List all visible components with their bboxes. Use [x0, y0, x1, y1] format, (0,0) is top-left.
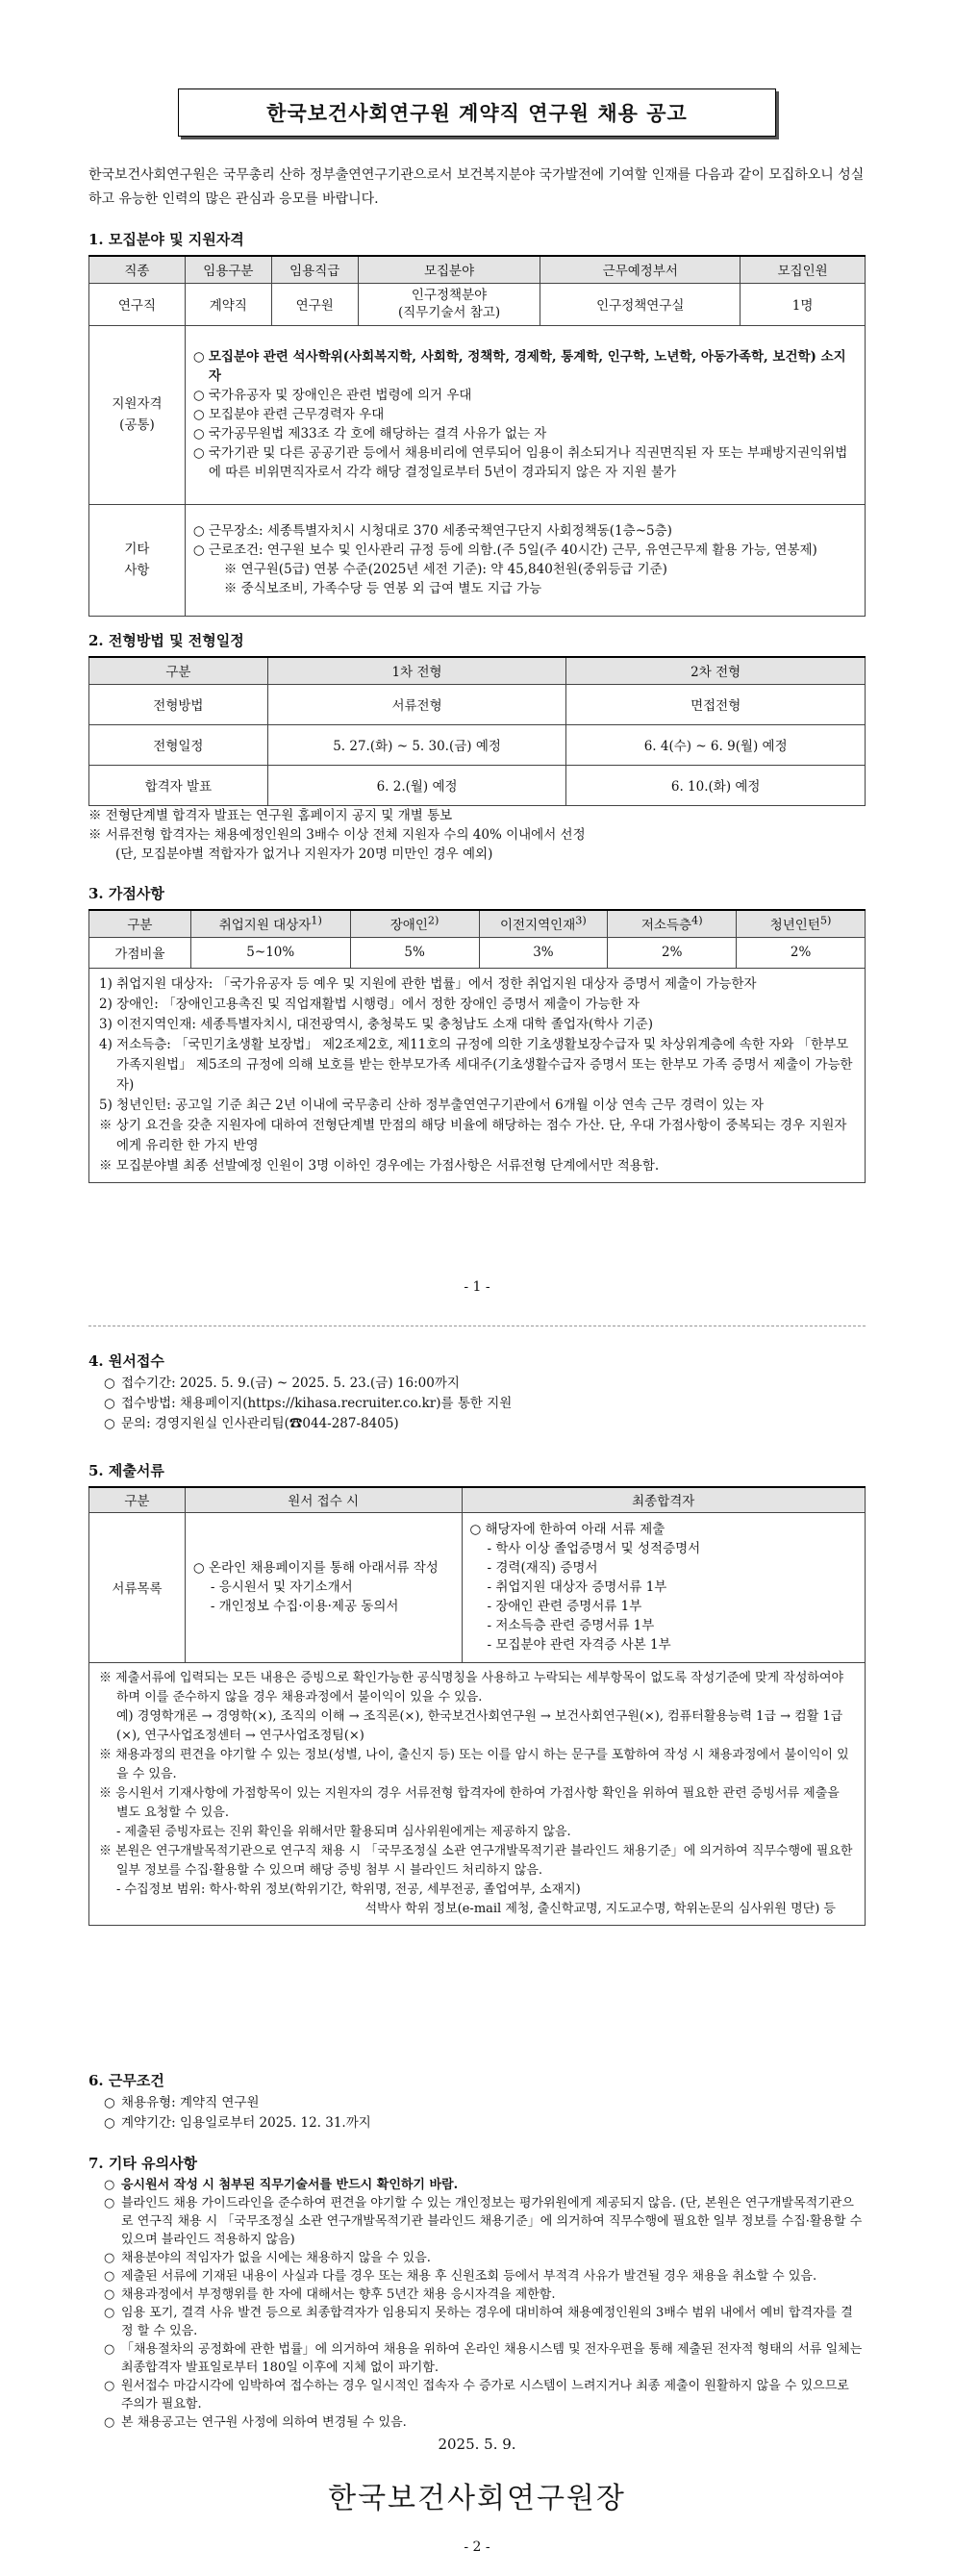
row-method-label: 전형방법 [89, 684, 268, 724]
apply-doc-item: ○ 온라인 채용페이지를 통해 아래서류 작성 [192, 1560, 439, 1576]
bonus-note: ※ 모집분야별 최종 선발예정 인원이 3명 이하인 경우에는 가점사항은 서류전형 단계에서만 적용함. [99, 1157, 660, 1174]
header-division: 구분 [89, 657, 268, 684]
final-doc-item: - 장애인 관련 증명서류 1부 [487, 1599, 642, 1614]
qualification-item: ○ 모집분야 관련 석사학위(사회복지학, 사회학, 정책학, 경제학, 통계학, 인구학, 노년학, 아동가족학, 보건학) 소지자 [192, 349, 846, 384]
section-6-heading: 6. 근무조건 [88, 2072, 164, 2089]
cell-field-note: (직무기술서 참고) [397, 305, 501, 320]
final-doc-item: ○ 해당자에 한하여 아래 서류 제출 [469, 1522, 665, 1537]
bonus-note: 2) 장애인: 「장애인고용촉진 및 직업재활법 시행령」에서 정한 장애인 증명서 제출이 가능한 자 [99, 996, 640, 1012]
cell-bonus-employment: 5~10% [190, 937, 350, 968]
etc-note: ※ 중식보조비, 가족수당 등 연봉 외 급여 별도 지급 가능 [223, 581, 542, 596]
cell-bonus-relocation: 3% [479, 937, 608, 968]
cell-bonus-disabled: 5% [350, 937, 479, 968]
row-schedule-label: 전형일정 [89, 724, 268, 765]
contract-period: ○ 계약기간: 임용일로부터 2025. 12. 31.까지 [104, 2115, 371, 2131]
doc-note: ※ 채용과정의 편견을 야기할 수 있는 정보(성별, 나이, 출신지 등) 또는 이를 암시 하는 문구를 포함하여 작성 시 채용과정에서 불이익이 있을 수 있음. [99, 1747, 849, 1781]
cell-employment-type: 계약직 [185, 283, 271, 325]
header-employment-type: 임용구분 [185, 256, 271, 283]
header-division: 구분 [89, 1487, 186, 1512]
cell-job-type: 연구직 [89, 283, 186, 325]
qualification-label [89, 325, 186, 504]
header-job-type: 직종 [89, 256, 186, 283]
note: ※ 전형단계별 합격자 발표는 연구원 홈페이지 공지 및 개별 통보 [88, 808, 453, 823]
etc-item: ○ 근로조건: 연구원 보수 및 인사관리 규정 등에 의함.(주 5일(주 40시간) 근무, 유연근무제 활용 가능, 연봉제) [192, 543, 817, 558]
final-doc-item: - 학사 이상 졸업증명서 및 성적증명서 [487, 1541, 701, 1556]
page-title: 한국보건사회연구원 계약직 연구원 채용 공고 [178, 88, 776, 137]
qualification-item: ○ 국가공무원법 제33조 각 호에 해당하는 결격 사유가 없는 자 [192, 426, 547, 442]
recruitment-table [88, 255, 866, 617]
doc-note: - 수집정보 범위: 학사·학위 정보(학위기간, 학위명, 전공, 세부전공, 졸업여부, 소재지) [116, 1881, 581, 1897]
apply-method: ○ 접수방법: 채용페이지(https://kihasa.recruiter.co.kr)를 통한 지원 [104, 1396, 513, 1411]
apply-contact: ○ 문의: 경영지원실 인사관리팀(☎044-287-8405) [104, 1416, 399, 1431]
cell-department: 인구정책연구실 [540, 283, 741, 325]
documents-notes [89, 1662, 866, 1925]
caution-item: ○ 「채용절차의 공정화에 관한 법률」에 의거하여 채용을 위하여 온라인 채용시스템 및 전자우편을 통해 제출된 전자적 형태의 서류 일체는 최종합격자 발표일로부터 180일 이후에 지체 없이 파기함. [104, 2342, 863, 2375]
header-disabled: 장애인$^{2)}$ [350, 910, 479, 937]
section-7-list [104, 2176, 864, 2432]
header-division: 구분 [89, 910, 191, 937]
caution-item: ○ 본 채용공고는 연구원 사정에 의하여 변경될 수 있음. [104, 2415, 407, 2430]
header-final-docs: 최종합격자 [462, 1487, 865, 1512]
section-2-heading: 2. 전형방법 및 전형일정 [88, 632, 244, 649]
etc-note: ※ 연구원(5급) 연봉 수준(2025년 세전 기준): 약 45,840천원(중위등급 기준) [223, 562, 667, 577]
etc-list [185, 504, 865, 616]
doc-note: - 제출된 증빙자료는 진위 확인을 위해서만 활용되며 심사위원에게는 제공하지 않음. [116, 1824, 571, 1839]
section-1-heading: 1. 모집분야 및 지원자격 [88, 231, 244, 248]
cell-rank: 연구원 [271, 283, 358, 325]
doc-note: 석박사 학위 정보(e-mail 제청, 출신학교명, 지도교수명, 학위논문의 심사위원 명단) 등 [364, 1901, 836, 1916]
work-type: ○ 채용유형: 계약직 연구원 [104, 2095, 260, 2110]
header-employment-support: 취업지원 대상자$^{1)}$ [190, 910, 350, 937]
cell-field-name: 인구정책분야 [411, 288, 488, 303]
bonus-table [88, 909, 866, 1183]
section-7-heading: 7. 기타 유의사항 [88, 2155, 198, 2172]
header-apply-docs: 원서 접수 시 [185, 1487, 462, 1512]
final-doc-item: - 저소득층 관련 증명서류 1부 [487, 1618, 655, 1633]
section-4-heading: 4. 원서접수 [88, 1352, 164, 1370]
header-field: 모집분야 [358, 256, 540, 283]
announcement-date: 2025. 5. 9. [438, 2436, 516, 2453]
bonus-note: 1) 취업지원 대상자: 「국가유공자 등 예우 및 지원에 관한 법률」에서 정한 취업지원 대상자 증명서 제출이 가능한자 [99, 975, 757, 992]
bonus-note: 3) 이전지역인재: 세종특별자치시, 대전광역시, 충청북도 및 충청남도 소재 대학 졸업자(학사 기준) [99, 1016, 653, 1032]
header-stage-2: 2차 전형 [566, 657, 866, 684]
qualification-list [185, 325, 865, 504]
qualification-item: ○ 국가유공자 및 장애인은 관련 법령에 의거 우대 [192, 388, 472, 403]
issuer-signature: 한국보건사회연구원장 [328, 2482, 626, 2515]
bonus-note: 4) 저소득층: 「국민기초생활 보장법」 제2조제2호, 제11호의 규정에 의한 기초생활보장수급자 및 차상위계층에 속한 자와 「한부모가족지원법」 제5조의 규정에 의해 보호를 받는 한부모가족 세대주(기초생활수급자 증명서 또는 한부모 가족 증명서 제출이 가능한 자) [99, 1036, 853, 1093]
qualification-label-line-2: (공통) [119, 417, 155, 433]
caution-item: ○ 임용 포기, 결격 사유 발견 등으로 최종합격자가 임용되지 못하는 경우에 대비하여 채용예정인원의 3배수 범위 내에서 예비 합격자를 결정 할 수 있음. [104, 2306, 853, 2338]
doc-note: ※ 본원은 연구개발목적기관으로 연구직 채용 시 「국무조정실 소관 연구개발목적기관 블라인드 채용기준」에 의거하여 직무수행에 필요한 일부 정보를 수집·활용할 수 있으며 해당 증빙 첨부 시 블라인드 처리하지 않음. [99, 1843, 853, 1878]
cell-apply-docs [185, 1512, 462, 1662]
header-youth-intern: 청년인턴$^{5)}$ [737, 910, 866, 937]
cell-bonus-label: 가점비율 [89, 937, 191, 968]
header-rank: 임용직급 [271, 256, 358, 283]
section-5-heading: 5. 제출서류 [88, 1462, 164, 1479]
section-3-heading: 3. 가점사항 [88, 885, 164, 902]
apply-doc-item: - 응시원서 및 자기소개서 [210, 1579, 353, 1595]
doc-note: ※ 제출서류에 입력되는 모든 내용은 증빙으로 확인가능한 공식명칭을 사용하고 누락되는 세부항목이 없도록 작성기준에 맞게 작성하여야 하며 이를 준수하지 않을 경우 채용과정에서 불이익이 있을 수 있음. [99, 1670, 844, 1705]
row-schedule-stage-1: 5. 27.(화) ~ 5. 30.(금) 예정 [267, 724, 566, 765]
page-number-1: - 1 - [464, 1279, 490, 1295]
apply-doc-item: - 개인정보 수집·이용·제공 동의서 [210, 1599, 399, 1614]
header-headcount: 모집인원 [741, 256, 866, 283]
caution-item: ○ 채용분야의 적임자가 없을 시에는 채용하지 않을 수 있음. [104, 2251, 431, 2265]
row-announce-label: 합격자 발표 [89, 765, 268, 805]
page-number-2: - 2 - [464, 2539, 490, 2555]
header-department: 근무예정부서 [540, 256, 741, 283]
caution-item: ○ 응시원서 작성 시 첨부된 직무기술서를 반드시 확인하기 바람. [104, 2178, 459, 2192]
caution-item: ○ 블라인드 채용 가이드라인을 준수하여 편견을 야기할 수 있는 개인정보는 평가위원에게 제공되지 않음. (단, 본원은 연구개발목적기관으로 연구직 채용 시 「국무조정실 소관 연구개발목적기관 블라인드 채용기준」에 의거하여 직무수행에 필요한 일부 정보를 수집·활용할 수 있으며 블라인드 적용하지 않음) [104, 2196, 863, 2247]
documents-table [88, 1486, 866, 1926]
caution-item: ○ 원서접수 마감시각에 임박하여 접수하는 경우 일시적인 접속자 수 증가로 시스템이 느려지거나 최종 제출이 원활하지 않을 수 있으므로 주의가 필요함. [104, 2379, 849, 2412]
note: ※ 서류전형 합격자는 채용예정인원의 3배수 이상 전체 지원자 수의 40% 이내에서 선정 [88, 827, 586, 843]
section-2-notes [88, 806, 866, 864]
qualification-label-line-1: 지원자격 [112, 396, 163, 412]
caution-item: ○ 제출된 서류에 기재된 내용이 사실과 다를 경우 또는 채용 후 신원조회 등에서 부적격 사유가 발견될 경우 채용을 취소할 수 있음. [104, 2269, 817, 2284]
header-stage-1: 1차 전형 [267, 657, 566, 684]
bonus-note: 5) 청년인턴: 공고일 기준 최근 2년 이내에 국무총리 산하 정부출연연구기관에서 6개월 이상 연속 근무 경력이 있는 자 [99, 1097, 765, 1113]
section-4-list [104, 1374, 864, 1434]
qualification-item: ○ 모집분야 관련 근무경력자 우대 [192, 407, 385, 422]
etc-label-line-1: 기타 [124, 542, 150, 557]
apply-period: ○ 접수기간: 2025. 5. 9.(금) ~ 2025. 5. 23.(금) 16:00까지 [104, 1376, 460, 1391]
final-doc-item: - 모집분야 관련 자격증 사본 1부 [487, 1637, 671, 1653]
schedule-table [88, 656, 866, 806]
intro-paragraph: 한국보건사회연구원은 국무총리 산하 정부출연연구기관으로서 보건복지분야 국가발전에 기여할 인재를 다음과 같이 모집하오니 성실하고 유능한 인력의 많은 관심과 응모를 바랍니다. [88, 167, 865, 207]
bonus-notes [89, 968, 866, 1182]
final-doc-item: - 경력(재직) 증명서 [487, 1560, 598, 1576]
qualification-item: ○ 국가기관 및 다른 공공기관 등에서 채용비리에 연루되어 임용이 취소되거나 직권면직된 자 또는 부패방지권익위법에 따른 비위면직자로서 각각 해당 결정일로부터 5년이 경과되지 않은 자 지원 불가 [192, 445, 848, 480]
etc-item: ○ 근무장소: 세종특별자치시 시청대로 370 세종국책연구단지 사회정책동(1층~5층) [192, 523, 672, 539]
final-doc-item: - 취업지원 대상자 증명서류 1부 [487, 1579, 667, 1595]
cell-doc-label: 서류목록 [89, 1512, 186, 1662]
row-announce-stage-2: 6. 10.(화) 예정 [566, 765, 866, 805]
row-method-stage-2: 면접전형 [566, 684, 866, 724]
section-6-list [104, 2093, 864, 2134]
note: (단, 모집분야별 적합자가 없거나 지원자가 20명 미만인 경우 예외) [115, 846, 493, 862]
cell-bonus-youth: 2% [737, 937, 866, 968]
row-schedule-stage-2: 6. 4(수) ~ 6. 9(월) 예정 [566, 724, 866, 765]
header-low-income: 저소득층$^{4)}$ [608, 910, 737, 937]
row-method-stage-1: 서류전형 [267, 684, 566, 724]
bonus-note: ※ 상기 요건을 갖춘 지원자에 대하여 전형단계별 만점의 해당 비율에 해당하는 점수 가산. 단, 우대 가점사항이 중복되는 경우 지원자에게 유리한 한 가지 반영 [99, 1117, 847, 1153]
row-announce-stage-1: 6. 2.(월) 예정 [267, 765, 566, 805]
etc-label-line-2: 사항 [124, 563, 150, 578]
header-relocation-talent: 이전지역인재$^{3)}$ [479, 910, 608, 937]
cell-final-docs [462, 1512, 865, 1662]
cell-headcount: 1명 [741, 283, 866, 325]
cell-bonus-low-income: 2% [608, 937, 737, 968]
doc-note: ※ 응시원서 기재사항에 가점항목이 있는 지원자의 경우 서류전형 합격자에 한하여 가점사항 확인을 위하여 필요한 관련 증빙서류 제출을 별도 요청할 수 있음. [99, 1785, 840, 1820]
doc-note: 예) 경영학개론 → 경영학(×), 조직의 이해 → 조직론(×), 한국보건사회연구원 → 보건사회연구원(×), 컴퓨터활용능력 1급 → 컴활 1급(×), 연구사업조정센터 → 연구사업조정팀(×) [116, 1708, 843, 1743]
etc-label [89, 504, 186, 616]
caution-item: ○ 채용과정에서 부정행위를 한 자에 대해서는 향후 5년간 채용 응시자격을 제한함. [104, 2287, 556, 2302]
cell-field [358, 283, 540, 325]
